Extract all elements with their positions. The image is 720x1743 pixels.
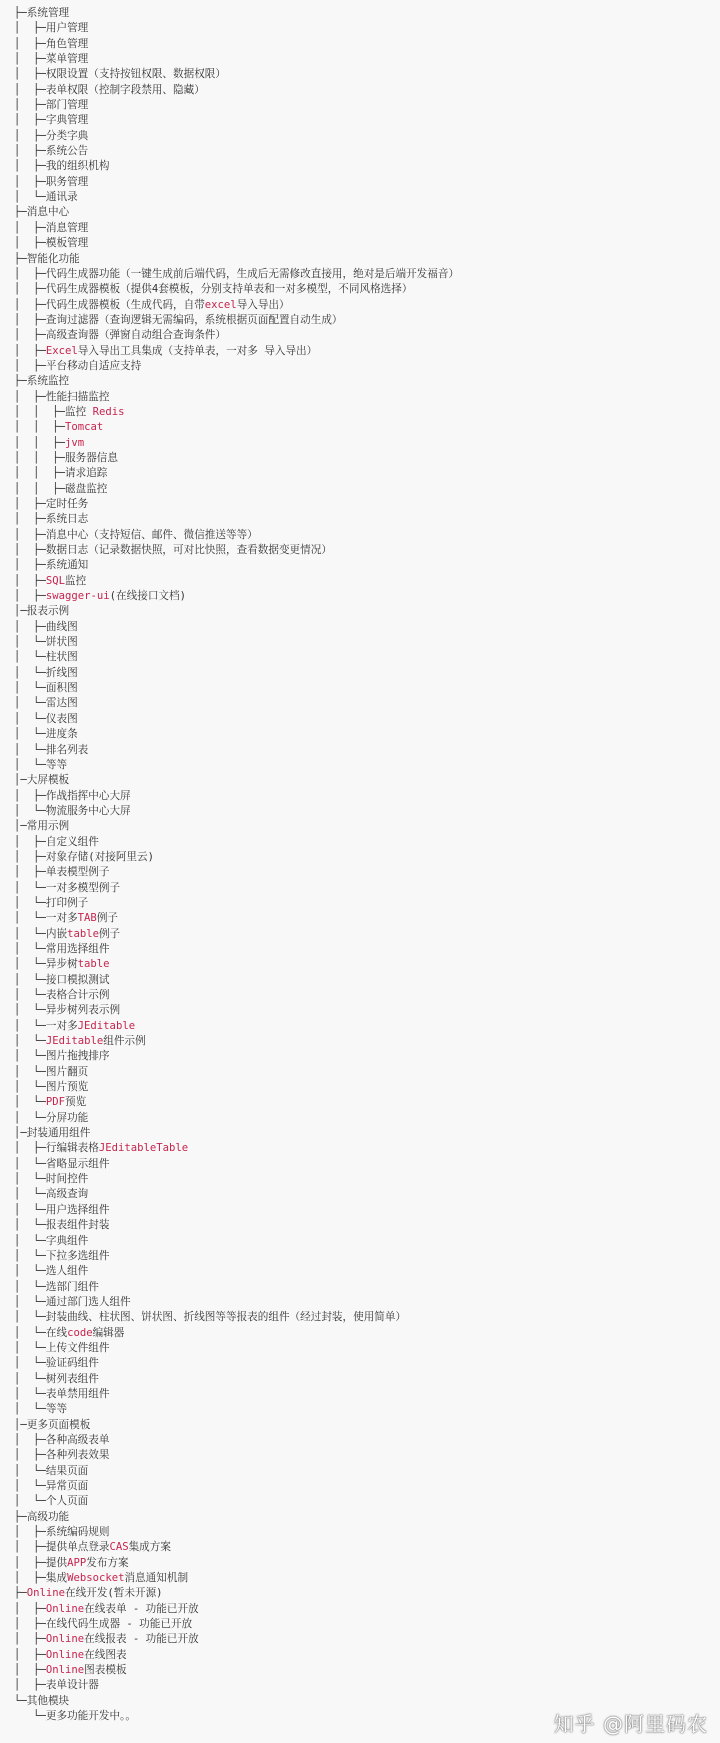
tree-text: │ ├─菜单管理: [14, 53, 89, 66]
tree-line: [14, 911, 714, 926]
tree-line: [14, 1065, 714, 1080]
tree-text: │ └─饼状图: [14, 636, 78, 649]
tree-text: 在线开发(暂未开源): [65, 1587, 163, 1600]
tree-line: [14, 1080, 714, 1095]
tree-line: [14, 528, 714, 543]
tree-line: [14, 1310, 714, 1325]
tree-line: [14, 405, 714, 420]
tree-text: │ ├─作战指挥中心大屏: [14, 789, 131, 802]
tree-text: 发布方案: [86, 1556, 129, 1569]
tree-text: │ └─异步树列表示例: [14, 1004, 121, 1017]
tree-line: [14, 1141, 714, 1156]
tree-line: [14, 1187, 714, 1202]
tree-text: │ └─一对多: [14, 1019, 78, 1032]
tree-text: │ ├─系统公告: [14, 145, 89, 158]
tree-text: │ └─封装曲线、柱状图、饼状图、折线图等等报表的组件（经过封装，使用简单）: [14, 1311, 407, 1324]
tree-text: └─其他模块: [14, 1694, 70, 1707]
tree-text: │ └─通过部门选人组件: [14, 1295, 131, 1308]
tree-text: │ ├─定时任务: [14, 498, 89, 510]
tree-line: [14, 359, 714, 374]
zhihu-watermark: 知乎 @阿里码农: [553, 1712, 708, 1736]
tree-line: [14, 850, 714, 865]
tree-line: [14, 574, 714, 589]
tree-text: │─更多页面模板: [14, 1418, 91, 1431]
tree-line: [14, 1663, 714, 1678]
inline-code: JEditableTable: [98, 1142, 189, 1155]
tree-text: │ ├─行编辑表格: [14, 1142, 99, 1155]
inline-code: table: [77, 958, 110, 971]
tree-text: │ └─接口模拟测试: [14, 973, 110, 986]
tree-line: [14, 558, 714, 573]
tree-line: [14, 1295, 714, 1310]
tree-text: │ ├─表单权限（控制字段禁用、隐藏）: [14, 83, 205, 96]
tree-text: │ ├─系统通知: [14, 559, 89, 572]
tree-line: [14, 83, 714, 98]
tree-line: [14, 1433, 714, 1448]
tree-text: │ └─树列表组件: [14, 1372, 99, 1385]
tree-text: 例子: [96, 912, 118, 925]
tree-text: │ ├─权限设置（支持按钮权限、数据权限）: [14, 68, 226, 81]
tree-line: [14, 497, 714, 512]
tree-line: [14, 896, 714, 911]
tree-text: │ ├─对象存储(对接阿里云): [14, 850, 154, 863]
tree-line: [14, 804, 714, 819]
tree-text: │ └─仪表图: [14, 712, 78, 725]
tree-line: [14, 681, 714, 696]
tree-text: │ ├─: [14, 574, 46, 587]
tree-line: [14, 1157, 714, 1172]
tree-text: │ ├─曲线图: [14, 620, 78, 633]
tree-line: [14, 1049, 714, 1064]
tree-line: [14, 1019, 714, 1034]
tree-text: │ ├─代码生成器模板（生成代码，自带: [14, 298, 205, 311]
tree-line: [14, 205, 714, 220]
tree-text: │ └─选部门组件: [14, 1280, 99, 1293]
tree-text: │ ├─集成: [14, 1572, 68, 1585]
tree-text: │ ├─我的组织机构: [14, 160, 110, 173]
tree-text: │ └─排名列表: [14, 743, 89, 756]
tree-lines: [14, 6, 714, 1725]
tree-text: 在线图表: [84, 1648, 127, 1661]
tree-line: [14, 1280, 714, 1295]
tree-text: │ ├─: [14, 590, 46, 603]
tree-line: [14, 1648, 714, 1663]
tree-line: [14, 1372, 714, 1387]
tree-text: │ └─柱状图: [14, 651, 78, 664]
tree-line: [14, 1111, 714, 1126]
tree-line: [14, 159, 714, 174]
tree-line: [14, 543, 714, 558]
tree-text: 组件示例: [103, 1035, 146, 1048]
tree-line: [14, 1464, 714, 1479]
tree-line: [14, 344, 714, 359]
tree-text: │ └─时间控件: [14, 1173, 89, 1186]
tree-line: [14, 436, 714, 451]
tree-line: [14, 1387, 714, 1402]
tree-text: │ └─: [14, 1035, 46, 1048]
inline-code: code: [67, 1326, 93, 1339]
tree-line: [14, 758, 714, 773]
tree-line: [14, 221, 714, 236]
tree-text: │ └─通讯录: [14, 191, 78, 204]
tree-text: │ └─等等: [14, 758, 68, 771]
tree-line: [14, 67, 714, 82]
tree-line: [14, 927, 714, 942]
tree-line: [14, 175, 714, 190]
tree-text: │ ├─系统日志: [14, 513, 89, 526]
tree-text: │ └─个人页面: [14, 1495, 89, 1508]
tree-text: │ └─分屏功能: [14, 1111, 89, 1124]
tree-text: ├─高级功能: [14, 1510, 70, 1523]
tree-text: │ ├─在线代码生成器 - 功能已开放: [14, 1618, 193, 1631]
tree-text: │ └─选人组件: [14, 1265, 89, 1278]
tree-text: │ ├─消息管理: [14, 221, 89, 234]
tree-line: [14, 1341, 714, 1356]
tree-text: │─大屏模板: [14, 774, 70, 787]
tree-line: [14, 1586, 714, 1601]
tree-text: │ └─面积图: [14, 682, 78, 695]
tree-line: [14, 1556, 714, 1571]
tree-text: │ ├─高级查询器（弹窗自动组合查询条件）: [14, 329, 226, 342]
tree-text: │ │ ├─: [14, 421, 66, 434]
tree-line: [14, 789, 714, 804]
tree-text: 在线表单 - 功能已开放: [84, 1602, 199, 1615]
tree-text: │ ├─: [14, 344, 46, 357]
tree-line: [14, 604, 714, 619]
tree-text: │ └─异常页面: [14, 1480, 89, 1492]
tree-line: [14, 589, 714, 604]
inline-code: Online: [45, 1664, 85, 1677]
tree-line: [14, 1034, 714, 1049]
tree-line: [14, 236, 714, 251]
tree-line: [14, 1494, 714, 1509]
inline-code: Online: [26, 1587, 66, 1600]
tree-line: [14, 1694, 714, 1709]
tree-line: [14, 1203, 714, 1218]
tree-line: [14, 420, 714, 435]
tree-line: [14, 1234, 714, 1249]
tree-text: │ ├─消息中心（支持短信、邮件、微信推送等等）: [14, 528, 258, 541]
tree-text: │ └─一对多模型例子: [14, 881, 121, 894]
tree-text: │ └─折线图: [14, 666, 78, 679]
tree-line: [14, 1479, 714, 1494]
tree-line: [14, 635, 714, 650]
tree-line: [14, 973, 714, 988]
tree-line: [14, 1218, 714, 1233]
tree-line: [14, 712, 714, 727]
tree-text: │ └─雷达图: [14, 697, 78, 710]
tree-line: [14, 988, 714, 1003]
inline-code: table: [67, 927, 99, 940]
tree-text: │ ├─查询过滤器（查询逻辑无需编码，系统根据页面配置自动生成）: [14, 313, 343, 326]
tree-text: │ └─报表组件封装: [14, 1219, 110, 1232]
tree-text: │ │ ├─磁盘监控: [14, 482, 108, 495]
tree-text: 编辑器: [92, 1326, 125, 1339]
tree-text: 在线报表 - 功能已开放: [84, 1633, 199, 1646]
tree-line: [14, 1525, 714, 1540]
tree-line: [14, 1126, 714, 1141]
inline-code: CAS: [109, 1541, 129, 1554]
tree-line: [14, 835, 714, 850]
tree-line: [14, 743, 714, 758]
tree-line: [14, 957, 714, 972]
tree-line: [14, 1571, 714, 1586]
tree-text: ├─智能化功能: [14, 252, 80, 265]
tree-text: 导入导出）: [236, 298, 290, 311]
tree-line: [14, 98, 714, 113]
inline-code: Excel: [45, 344, 78, 357]
tree-line: [14, 512, 714, 527]
tree-line: [14, 1632, 714, 1647]
tree-text: │ └─上传文件组件: [14, 1341, 110, 1354]
inline-code: Websocket: [67, 1572, 125, 1585]
tree-text: │ ├─各种列表效果: [14, 1449, 110, 1462]
tree-text: │ ├─字典管理: [14, 114, 89, 127]
tree-text: │ └─异步树: [14, 958, 78, 971]
tree-line: [14, 190, 714, 205]
tree-line: [14, 773, 714, 788]
inline-code: JEditable: [77, 1019, 136, 1032]
tree-line: [14, 298, 714, 313]
tree-text: ├─: [14, 1587, 27, 1600]
tree-text: │ ├─自定义组件: [14, 835, 99, 848]
tree-text: 预览: [65, 1096, 87, 1109]
tree-line: [14, 1095, 714, 1110]
inline-code: Online: [45, 1602, 85, 1615]
tree-text: │ └─省略显示组件: [14, 1157, 110, 1170]
tree-text: │ ├─平台移动自适应支持: [14, 359, 142, 372]
tree-line: [14, 1448, 714, 1463]
tree-line: [14, 865, 714, 880]
tree-text: │ └─常用选择组件: [14, 942, 110, 955]
tree-line: [14, 144, 714, 159]
tree-text: │ └─下拉多选组件: [14, 1249, 110, 1262]
tree-line: [14, 282, 714, 297]
tree-text: │ ├─: [14, 1633, 46, 1646]
tree-text: │ ├─数据日志（记录数据快照，可对比快照，查看数据变更情况）: [14, 544, 332, 557]
tree-text: │ └─进度条: [14, 728, 78, 741]
tree-line: [14, 1602, 714, 1617]
tree-text: │ └─字典组件: [14, 1234, 89, 1247]
tree-text: │ ├─单表模型例子: [14, 866, 110, 879]
tree-text: │ ├─角色管理: [14, 37, 89, 50]
tree-text: │ ├─提供: [14, 1556, 68, 1569]
tree-text: │ ├─模板管理: [14, 237, 89, 250]
tree-line: [14, 21, 714, 36]
tree-text: └─更多功能开发中。。: [14, 1710, 136, 1723]
tree-text: │ └─一对多: [14, 912, 78, 925]
tree-text: │ └─图片翻页: [14, 1065, 89, 1078]
tree-text: │ ├─代码生成器功能（一键生成前后端代码，生成后无需修改直接用，绝对是后端开发福音）: [14, 267, 460, 280]
tree-text: │ └─物流服务中心大屏: [14, 804, 131, 817]
tree-line: [14, 390, 714, 405]
tree-line: [14, 113, 714, 128]
tree-line: [14, 328, 714, 343]
tree-line: [14, 52, 714, 67]
inline-code: SQL: [45, 574, 66, 587]
tree-line: [14, 482, 714, 497]
tree-text: 消息通知机制: [124, 1572, 189, 1585]
tree-line: [14, 1617, 714, 1632]
tree-text: ├─系统监控: [14, 375, 70, 388]
tree-text: │ └─高级查询: [14, 1188, 89, 1201]
tree-text: │ └─内嵌: [14, 927, 68, 940]
tree-text: │─报表示例: [14, 605, 70, 618]
tree-text: 导入导出工具集成（支持单表，一对多 导入导出）: [77, 344, 318, 357]
tree-line: [14, 727, 714, 742]
tree-line: [14, 129, 714, 144]
inline-code: Redis: [92, 405, 125, 418]
inline-code: swagger-ui: [45, 590, 110, 603]
tree-text: │ ├─代码生成器模板（提供4套模板，分别支持单表和一对多模型，不同风格选择）: [14, 283, 413, 296]
tree-line: [14, 1402, 714, 1417]
inline-code: PDF: [45, 1096, 66, 1109]
tree-text: │ ├─: [14, 1602, 46, 1615]
tree-text: │ ├─性能扫描监控: [14, 390, 110, 403]
inline-code: jvm: [65, 436, 85, 449]
tree-text: │ │ ├─: [14, 436, 66, 449]
tree-text: │ └─表单禁用组件: [14, 1387, 110, 1400]
tree-text: │ ├─: [14, 1664, 46, 1677]
tree-text: │ └─表格合计示例: [14, 989, 110, 1001]
tree-text: 图表模板: [84, 1664, 127, 1677]
tree-line: [14, 1510, 714, 1525]
inline-code: Online: [45, 1633, 85, 1646]
tree-text: ├─系统管理: [14, 7, 70, 19]
tree-line: [14, 1172, 714, 1187]
inline-code: Tomcat: [65, 421, 104, 434]
tree-line: [14, 1264, 714, 1279]
tree-text: │ └─: [14, 1096, 46, 1109]
tree-text: │ ├─提供单点登录: [14, 1541, 110, 1554]
tree-text: 监控: [65, 574, 87, 587]
tree-text: │ └─图片拖拽排序: [14, 1050, 110, 1063]
tree-text: │ └─结果页面: [14, 1464, 89, 1477]
tree-text: │ ├─系统编码规则: [14, 1526, 110, 1539]
tree-text: │ │ ├─服务器信息: [14, 451, 118, 464]
tree-line: [14, 466, 714, 481]
tree-line: [14, 696, 714, 711]
tree-line: [14, 1326, 714, 1341]
inline-code: APP: [67, 1556, 87, 1569]
tree-line: [14, 1249, 714, 1264]
tree-line: [14, 374, 714, 389]
tree-text: │ └─用户选择组件: [14, 1203, 110, 1216]
tree-line: [14, 1418, 714, 1433]
tree-text: │ ├─部门管理: [14, 99, 89, 112]
tree-line: [14, 1003, 714, 1018]
tree-text: │ ├─分类字典: [14, 129, 89, 142]
tree-text: 例子: [98, 927, 121, 940]
tree-text: │ └─图片预览: [14, 1081, 89, 1094]
tree-text: │ ├─用户管理: [14, 22, 89, 35]
inline-code: Online: [45, 1648, 85, 1661]
tree-text: │ ├─表单设计器: [14, 1679, 99, 1692]
tree-line: [14, 819, 714, 834]
tree-text: │ └─验证码组件: [14, 1357, 99, 1370]
tree-line: [14, 620, 714, 635]
tree-line: [14, 6, 714, 21]
tree-text: │ ├─各种高级表单: [14, 1433, 110, 1446]
tree-text: ├─消息中心: [14, 206, 70, 219]
tree-line: [14, 650, 714, 665]
tree-text: │─封装通用组件: [14, 1127, 91, 1140]
tree-text: │─常用示例: [14, 820, 70, 833]
tree-text: │ │ ├─监控: [14, 405, 93, 418]
tree-text: │ └─在线: [14, 1326, 68, 1339]
tree-text: (在线接口文档): [109, 590, 186, 603]
tree-line: [14, 252, 714, 267]
tree-line: [14, 1356, 714, 1371]
inline-code: excel: [204, 298, 237, 311]
tree-line: [14, 313, 714, 328]
tree-line: [14, 1678, 714, 1693]
tree-text: │ ├─职务管理: [14, 175, 89, 188]
tree-text: 集成方案: [128, 1541, 171, 1554]
tree-line: [14, 37, 714, 52]
tree-text: │ └─等等: [14, 1403, 68, 1416]
tree-text: │ ├─: [14, 1648, 46, 1661]
tree-text: │ └─打印例子: [14, 896, 89, 909]
tree-line: [14, 666, 714, 681]
tree-text: │ │ ├─请求追踪: [14, 467, 108, 480]
inline-code: JEditable: [45, 1035, 104, 1048]
tree-line: [14, 881, 714, 896]
tree-line: [14, 451, 714, 466]
tree-line: [14, 942, 714, 957]
inline-code: TAB: [77, 912, 97, 925]
tree-line: [14, 1540, 714, 1555]
tree-line: [14, 267, 714, 282]
